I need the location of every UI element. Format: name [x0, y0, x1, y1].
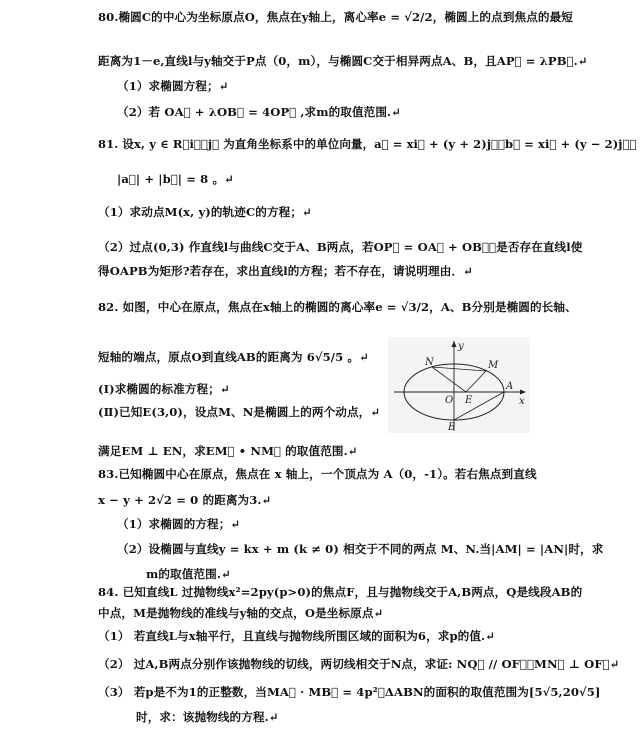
problem-80-part-2: （2）若 OA⃗ + λOB⃗ = 4OP⃗ ,求m的取值范围.↵: [117, 105, 401, 119]
problem-80-line-2: 距离为1－e,直线l与y轴交于P点（0，m），与椭圆C交于相异两点A、B，且AP⃗ = λPB⃗.↵: [98, 54, 588, 68]
problem-80-line-1: 80.椭圆C的中心为坐标原点O，焦点在y轴上，离心率e = √2/2，椭圆上的点到焦点的最短: [98, 10, 573, 24]
problem-84-part-1: （1） 若直线L与x轴平行，且直线与抛物线所围区域的面积为6，求p的值.↵: [98, 629, 496, 643]
problem-80-part-1: （1）求椭圆方程；↵: [117, 79, 229, 93]
label-y: y: [458, 341, 464, 352]
problem-81-part-2-line-1: （2）过点(0,3) 作直线l与曲线C交于A、B两点，若OP⃗ = OA⃗ + OB⃗，是否存在直线l使: [98, 240, 583, 254]
problem-81-part-1: （1）求动点M(x, y)的轨迹C的方程；↵: [98, 205, 312, 219]
problem-81-part-2-line-2: 得OAPB为矩形?若存在，求出直线l的方程；若不存在，请说明理由．↵: [98, 264, 473, 278]
problem-83-part-2-line-2: m的取值范围.↵: [146, 567, 231, 581]
problem-83-part-1: （1）求椭圆的方程；↵: [117, 517, 241, 531]
problem-82-line-1: 82. 如图，中心在原点，焦点在x轴上的椭圆的离心率e = √3/2，A、B分别是椭圆的长轴、: [98, 300, 577, 314]
problem-84-part-3: （3） 若p是不为1的正整数，当MA⃗ · MB⃗ = 4p²，ΔABN的面积的取值范围为[5√5,20√5]: [98, 685, 601, 699]
label-x: x: [519, 396, 525, 407]
problem-84-line-2: 中点，M是抛物线的准线与y轴的交点，O是坐标原点↵: [98, 606, 384, 620]
problem-84-part-2: （2） 过A,B两点分别作该抛物线的切线，两切线相交于N点，求证: NQ⃗ // OF⃗，MN⃗ ⊥ OF⃗↵: [98, 657, 620, 671]
problem-82-line-2: 短轴的端点，原点O到直线AB的距离为 6√5/5 。↵: [98, 350, 369, 364]
problem-84-part-3-line-2: 时，求：该抛物线的方程.↵: [136, 710, 279, 724]
problem-83-part-2: （2）设椭圆与直线y = kx + m (k ≠ 0) 相交于不同的两点 M、N.当|AM| = |AN|时，求: [117, 542, 604, 556]
label-B: B: [448, 422, 456, 433]
ellipse-figure: [388, 337, 530, 433]
problem-81-line-2: |a⃗| + |b⃗| = 8 。↵: [117, 172, 234, 186]
problem-84-line-1: 84. 已知直线L 过抛物线x²=2py(p>0)的焦点F，且与抛物线交于A,B两点，Q是线段AB的: [98, 585, 583, 599]
problem-83-line-2: x − y + 2√2 = 0 的距离为3.↵: [98, 493, 272, 507]
label-A: A: [506, 381, 514, 392]
problem-82-line-3: 满足EM ⊥ EN，求EM⃗ • NM⃗ 的取值范围.↵: [98, 444, 358, 458]
ellipse-figure-svg: [388, 337, 530, 433]
label-O: O: [445, 395, 454, 406]
problem-83-line-1: 83.已知椭圆中心在原点，焦点在 x 轴上，一个顶点为 A（0，-1）。若右焦点到直线: [98, 467, 537, 481]
problem-81-line-1: 81. 设x, y ∈ R，i⃗，j⃗ 为直角坐标系中的单位向量，a⃗ = xi⃗ + (y + 2)j⃗，b⃗ = xi⃗ + (y − 2)j⃗，: [98, 137, 637, 151]
problem-82-part-1: (Ⅰ)求椭圆的标准方程；↵: [98, 382, 230, 396]
label-N: N: [425, 357, 434, 368]
label-E: E: [465, 395, 473, 406]
problem-82-part-2: (Ⅱ)已知E(3,0)，设点M、N是椭圆上的两个动点，↵: [98, 405, 381, 419]
label-M: M: [488, 360, 499, 371]
